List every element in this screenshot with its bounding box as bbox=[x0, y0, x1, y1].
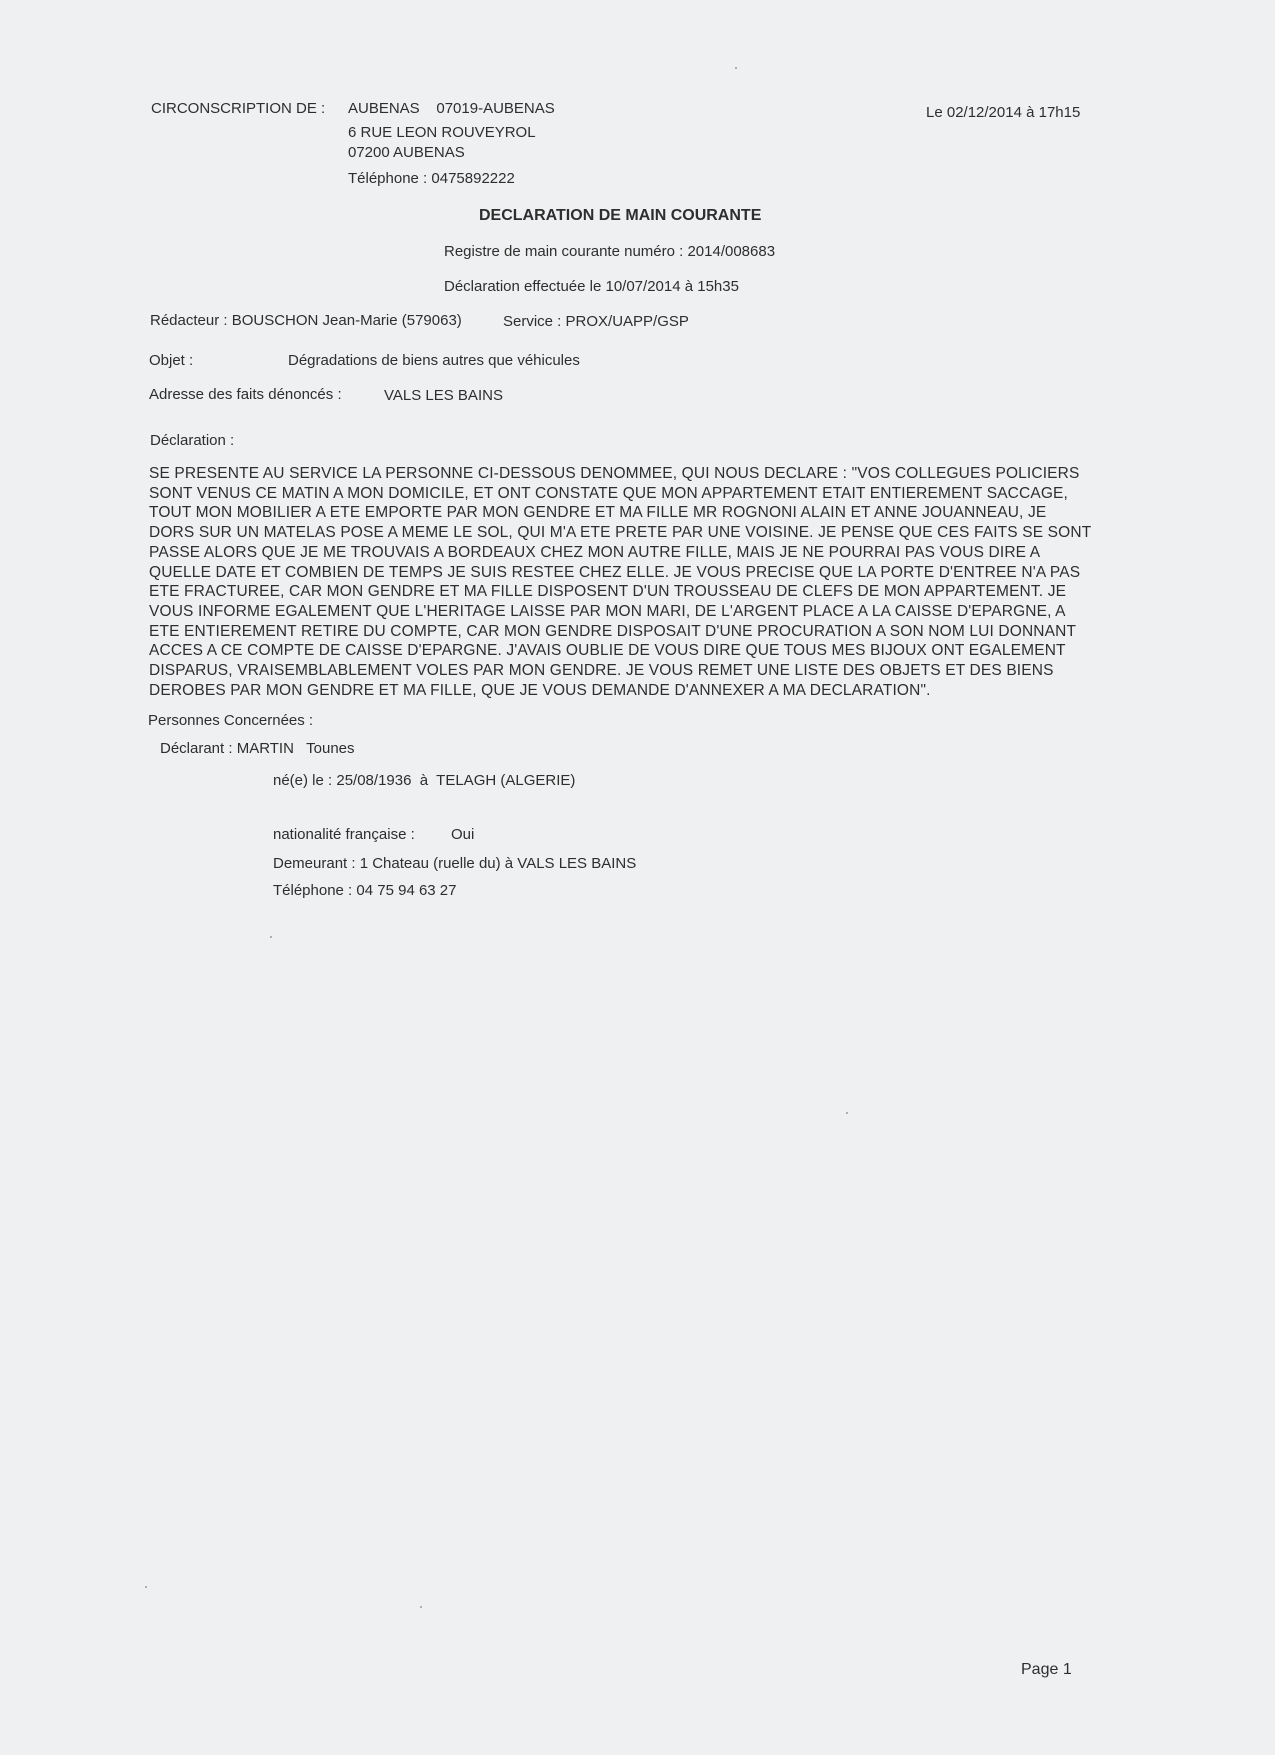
redacteur: Rédacteur : BOUSCHON Jean-Marie (579063) bbox=[150, 312, 462, 329]
declaration-line: ACCES A CE COMPTE DE CAISSE D'EPARGNE. J'AVAIS OUBLIE DE VOUS DIRE QUE TOUS MES BIJOUX ONT EGALEMENT bbox=[149, 642, 1066, 660]
nationalite-label: nationalité française : bbox=[273, 826, 415, 843]
address-line-2: 07200 AUBENAS bbox=[348, 144, 465, 161]
declaration-line: DEROBES PAR MON GENDRE ET MA FILLE, QUE JE VOUS DEMANDE D'ANNEXER A MA DECLARATION". bbox=[149, 681, 931, 699]
declaration-line: ETE ENTIEREMENT RETIRE DU COMPTE, CAR MON GENDRE DISPOSAIT D'UNE PROCURATION A SON NOM LUI DONNANT bbox=[149, 622, 1077, 640]
service: Service : PROX/UAPP/GSP bbox=[503, 313, 689, 330]
declaration-line: VOUS INFORME EGALEMENT QUE L'HERITAGE LAISSE PAR MON MARI, DE L'ARGENT PLACE A LA CAISSE D'EPARGNE, A bbox=[149, 602, 1066, 620]
adresse-label: Adresse des faits dénoncés : bbox=[149, 386, 342, 403]
declaration-line: PASSE ALORS QUE JE ME TROUVAIS A BORDEAUX CHEZ MON AUTRE FILLE, MAIS JE NE POURRAI PAS VOUS DIRE A bbox=[149, 543, 1041, 561]
objet-label: Objet : bbox=[149, 352, 194, 369]
adresse-value: VALS LES BAINS bbox=[384, 387, 503, 404]
address-line-1: 6 RUE LEON ROUVEYROL bbox=[348, 124, 536, 141]
date-naissance: né(e) le : 25/08/1936 à TELAGH (ALGERIE) bbox=[273, 772, 576, 789]
scan-speck bbox=[846, 1112, 848, 1114]
scan-speck bbox=[420, 1606, 422, 1608]
registre-number: Registre de main courante numéro : 2014/008683 bbox=[444, 243, 776, 260]
declaration-line: DISPARUS, VRAISEMBLABLEMENT VOLES PAR MON GENDRE. JE VOUS REMET UNE LISTE DES OBJETS ET DES BIENS bbox=[149, 662, 1054, 680]
scan-speck bbox=[735, 67, 737, 69]
declaration-line: TOUT MON MOBILIER A ETE EMPORTE PAR MON GENDRE ET MA FILLE MR ROGNONI ALAIN ET ANNE JOUANNEAU, JE bbox=[149, 504, 1047, 522]
declaration-line: ETE FRACTUREE, CAR MON GENDRE ET MA FILLE DISPOSENT D'UN TROUSSEAU DE CLEFS DE MON APPARTEMENT. JE bbox=[149, 583, 1067, 601]
scan-speck bbox=[270, 936, 272, 938]
declaration-line: SE PRESENTE AU SERVICE LA PERSONNE CI-DESSOUS DENOMMEE, QUI NOUS DECLARE : "VOS COLLEGUES POLICIERS bbox=[149, 465, 1080, 482]
declaration-date: Déclaration effectuée le 10/07/2014 à 15h35 bbox=[444, 278, 739, 295]
objet-value: Dégradations de biens autres que véhicules bbox=[288, 352, 580, 369]
declaration-line: QUELLE DATE ET COMBIEN DE TEMPS JE SUIS RESTEE CHEZ ELLE. JE VOUS PRECISE QUE LA PORTE D'ENTREE N'A PAS bbox=[149, 563, 1081, 581]
declaration-line: SONT VENUS CE MATIN A MON DOMICILE, ET ONT CONSTATE QUE MON APPARTEMENT ETAIT ENTIEREMENT SACCAGE, bbox=[149, 484, 1069, 502]
declaration-line: DORS SUR UN MATELAS POSE A MEME LE SOL, QUI M'A ETE PRETE PAR UNE VOISINE. JE PENSE QUE CES FAITS SE SONT bbox=[149, 524, 1092, 542]
document-date: Le 02/12/2014 à 17h15 bbox=[926, 104, 1081, 121]
declaration-text bbox=[149, 464, 1129, 700]
personnes-label: Personnes Concernées : bbox=[148, 712, 314, 729]
circonscription-label: CIRCONSCRIPTION DE : bbox=[151, 100, 326, 117]
declarant: Déclarant : MARTIN Tounes bbox=[160, 740, 355, 757]
page-number: Page 1 bbox=[1021, 1661, 1072, 1678]
circonscription-value: AUBENAS 07019-AUBENAS bbox=[348, 100, 555, 117]
scan-speck bbox=[145, 1586, 147, 1588]
declaration-label: Déclaration : bbox=[150, 432, 235, 449]
nationalite-value: Oui bbox=[451, 826, 475, 843]
declarant-telephone: Téléphone : 04 75 94 63 27 bbox=[273, 882, 457, 899]
document-title: DECLARATION DE MAIN COURANTE bbox=[479, 207, 762, 224]
header-telephone: Téléphone : 0475892222 bbox=[348, 170, 515, 187]
demeurant: Demeurant : 1 Chateau (ruelle du) à VALS LES BAINS bbox=[273, 855, 637, 872]
